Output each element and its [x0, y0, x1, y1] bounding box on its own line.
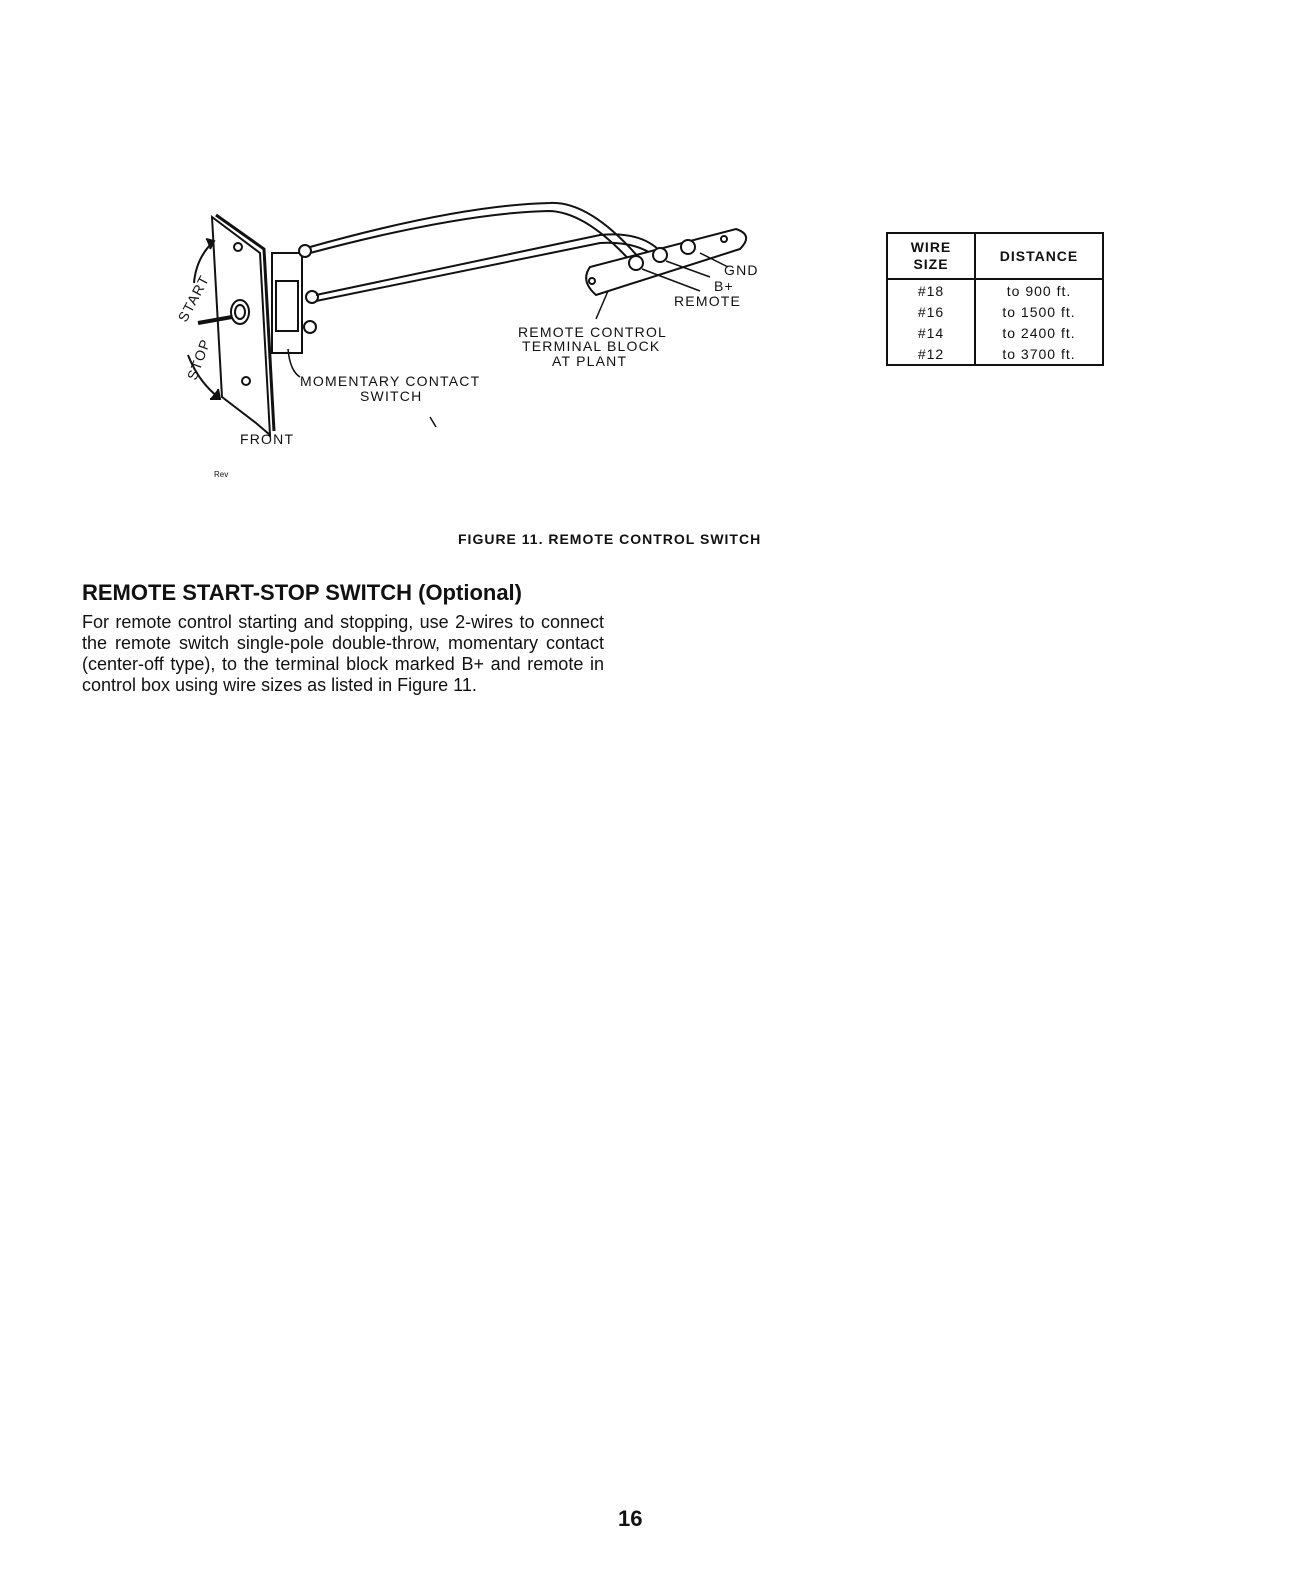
figure-caption: FIGURE 11. REMOTE CONTROL SWITCH: [458, 531, 762, 547]
table-row: [887, 322, 1103, 343]
section-title: REMOTE START-STOP SWITCH (Optional): [82, 580, 522, 605]
momentary-contact-label: MOMENTARY CONTACT: [300, 373, 481, 389]
start-label: START: [174, 272, 213, 325]
wire-size-header-line2: SIZE: [913, 256, 949, 272]
front-label: FRONT: [240, 431, 295, 447]
terminal-block-label: TERMINAL BLOCK: [522, 338, 661, 354]
wire-size-cell: #18: [887, 279, 975, 301]
remote-label: REMOTE: [674, 293, 742, 309]
table-header-row: [887, 233, 1103, 279]
wire-size-cell: #14: [887, 322, 975, 343]
switch-label: SWITCH: [360, 388, 423, 404]
remote-control-label: REMOTE CONTROL: [518, 324, 668, 340]
gnd-label: GND: [724, 262, 759, 278]
distance-cell: to 900 ft.: [975, 279, 1103, 301]
stop-label: STOP: [183, 336, 214, 383]
table-row: [887, 301, 1103, 322]
wire-size-cell: #12: [887, 343, 975, 365]
distance-header: DISTANCE: [975, 233, 1103, 279]
distance-cell: to 2400 ft.: [975, 322, 1103, 343]
table-row: [887, 343, 1103, 365]
table-row: [887, 279, 1103, 301]
b-plus-label: B+: [714, 278, 734, 294]
distance-cell: to 3700 ft.: [975, 343, 1103, 365]
remote-control-switch-diagram: [160, 195, 800, 495]
leader-lines: [288, 253, 728, 427]
wire-size-table: [886, 232, 1104, 366]
wire-size-header: [887, 233, 975, 279]
distance-cell: to 1500 ft.: [975, 301, 1103, 322]
at-plant-label: AT PLANT: [552, 353, 628, 369]
wire-size-cell: #16: [887, 301, 975, 322]
rev-label: Rev: [214, 470, 229, 479]
section-body: For remote control starting and stopping, use 2-wires to connect the remote switch single-pole double-throw, momentary contact (center-off type), to the terminal block marked B+ and remote in control box using wire sizes as listed in Figure 11.: [82, 612, 604, 695]
wire-size-header-line1: WIRE: [910, 239, 952, 255]
page-number: 16: [618, 1506, 643, 1531]
momentary-contact-switch-body: [272, 245, 318, 353]
